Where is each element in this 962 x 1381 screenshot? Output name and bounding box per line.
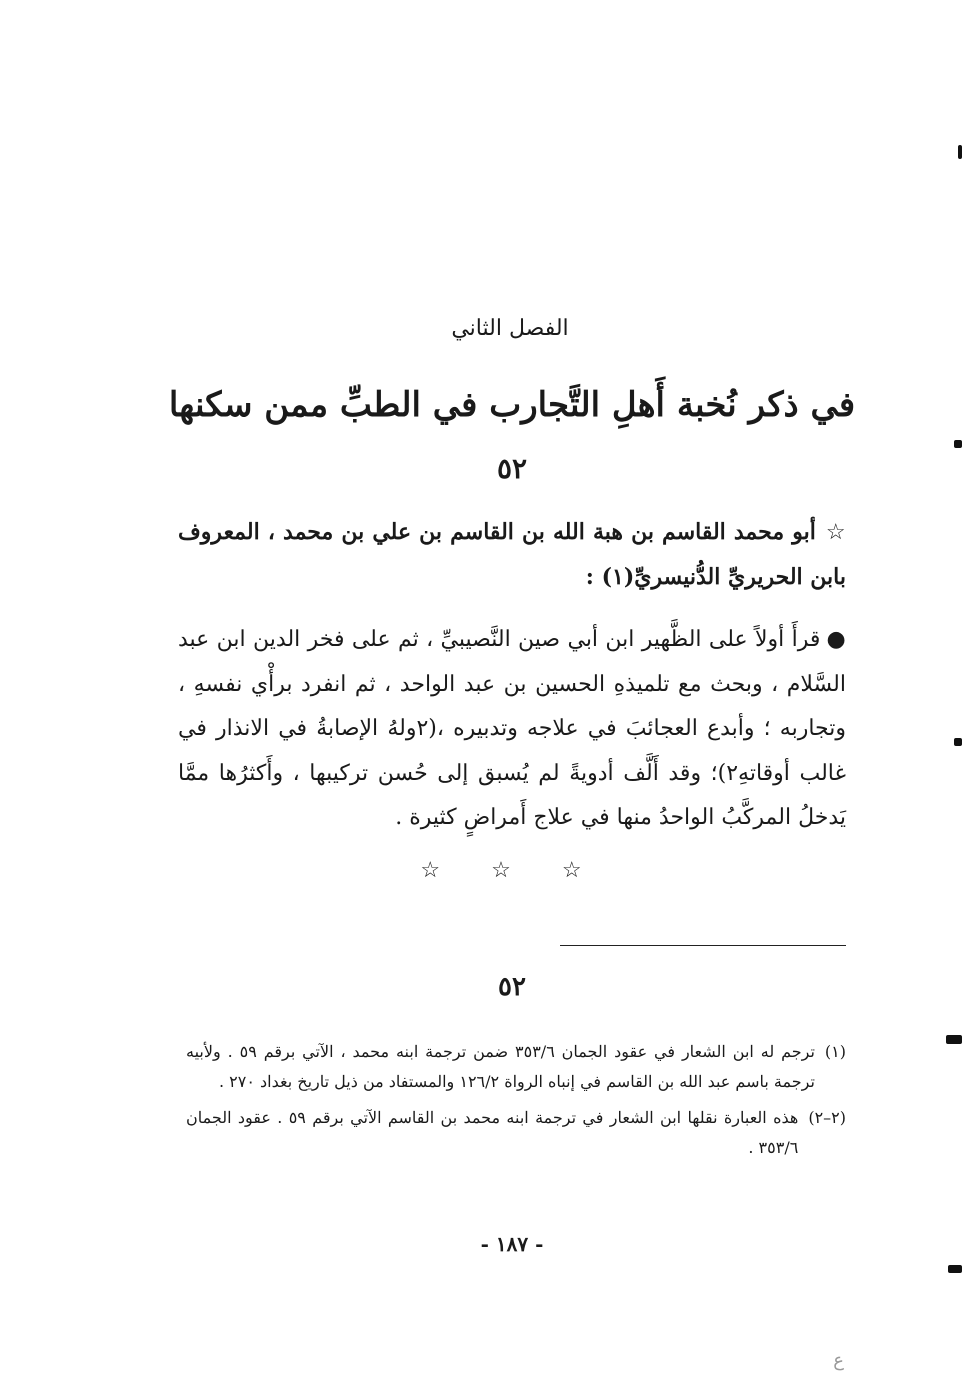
entry-body-text: قرأَ أولاً على الظَّهير ابن أبي صين النَّصيبيِّ ، ثم على فخر الدين ابن عبد السَّلام ، وبحث مع تلميذهِ الحسين بن عبد الواحد ، ثم انفرد برأْي نفسهِ ، وتجاربه ؛ وأبدع العجائبَ في علاجه وتدبيره ،(٢ولهُ الإصابةُ في الانذار في غالب أوقاتهِ٢)؛ وقد أَلَّف أدويةً لم يُسبق إلى حُسن تركيبها ، وأَكثرُها ممَّا يَدخلُ المركَّبُ الواحدُ منها في علاج أَمراضٍ كثيرة . <box>178 627 847 830</box>
corner-scribble: ع <box>833 1350 844 1371</box>
scan-edge-mark <box>948 1265 962 1273</box>
stars-divider: ☆ ☆ ☆ <box>420 858 604 883</box>
footnote-text: ترجم له ابن الشعار في عقود الجمان ٣٥٣/٦ ضمن ترجمة ابنه محمد ، الآتي برقم ٥٩ . ولأبيه ترجمة باسم عبد الله بن القاسم في إنباه الرواة ١٢٦/٢ والمستفاد من ذيل تاريخ بغداد ٢٧٠ . <box>186 1042 815 1091</box>
star-icon: ☆ <box>825 520 846 545</box>
footnote-2 <box>186 1103 846 1163</box>
footnote-marker: (٢–٢) <box>808 1108 846 1127</box>
scan-edge-mark <box>958 145 962 159</box>
bullet-icon: ● <box>826 627 847 652</box>
scan-edge-mark <box>954 440 962 448</box>
section-title: في ذكر نُخبة أَهلِ التَّجارب في الطبِّ ممن سكنها <box>168 385 856 425</box>
footnote-text: هذه العبارة نقلها ابن الشعار في ترجمة ابنه محمد بن القاسم الآتي برقم ٥٩ . عقود الجمان ٣٥٣/٦ . <box>186 1108 799 1157</box>
scan-edge-mark <box>946 1035 962 1044</box>
footnote-1 <box>186 1037 846 1097</box>
scan-edge-mark <box>954 738 962 746</box>
chapter-title: الفصل الثاني <box>451 316 569 341</box>
entry-number: ٥٢ <box>496 452 528 485</box>
page-number: - ١٨٧ - <box>480 1232 544 1256</box>
entry-body <box>178 618 846 841</box>
entry-heading-text: أبو محمد القاسم بن هبة الله بن القاسم بن علي بن محمد ، المعروف بابن الحريريِّ الدُّنيسريِّ(١) : <box>178 519 846 590</box>
footnote-entry-number: ٥٢ <box>498 972 526 1002</box>
footnote-separator-line <box>560 945 846 946</box>
entry-heading <box>178 510 846 599</box>
footnote-marker: (١) <box>824 1042 846 1061</box>
footnotes <box>186 1037 846 1169</box>
